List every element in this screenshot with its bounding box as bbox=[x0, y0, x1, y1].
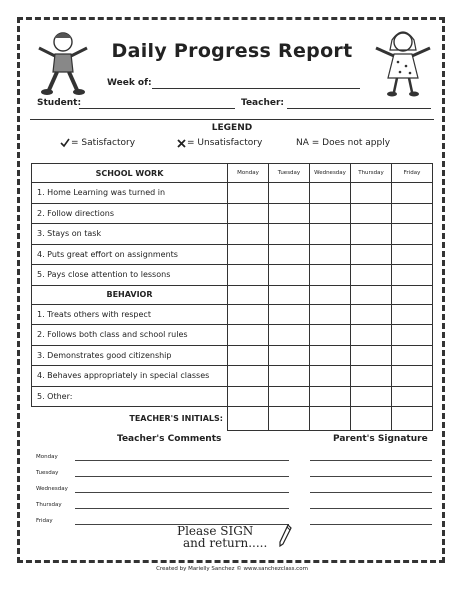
behavior-item: 3. Demonstrates good citizenship bbox=[32, 345, 228, 366]
grade-cell[interactable] bbox=[392, 366, 433, 387]
student-line[interactable] bbox=[79, 108, 235, 109]
grade-cell bbox=[392, 285, 433, 304]
grade-cell[interactable] bbox=[310, 265, 351, 286]
grade-cell[interactable] bbox=[310, 203, 351, 224]
legend-na: NA = Does not apply bbox=[296, 138, 391, 148]
school-work-item: 3. Stays on task bbox=[32, 224, 228, 245]
grade-cell[interactable] bbox=[269, 366, 310, 387]
grade-cell[interactable] bbox=[351, 265, 392, 286]
pencil-icon bbox=[278, 524, 292, 548]
grade-cell[interactable] bbox=[392, 203, 433, 224]
day-header-wednesday: Wednesday bbox=[310, 164, 351, 183]
parents-signature-heading: Parent's Signature bbox=[333, 434, 428, 444]
grade-cell[interactable] bbox=[310, 366, 351, 387]
grade-cell[interactable] bbox=[310, 224, 351, 245]
behavior-item: 2. Follows both class and school rules bbox=[32, 325, 228, 346]
grade-cell[interactable] bbox=[310, 325, 351, 346]
grade-cell[interactable] bbox=[392, 183, 433, 204]
student-label: Student: bbox=[37, 98, 82, 108]
grade-cell[interactable] bbox=[392, 304, 433, 325]
table-row bbox=[32, 386, 433, 407]
signature-line[interactable] bbox=[310, 460, 432, 461]
table-row bbox=[32, 183, 433, 204]
grade-cell[interactable] bbox=[351, 345, 392, 366]
grade-cell[interactable] bbox=[228, 386, 269, 407]
grade-cell[interactable] bbox=[392, 265, 433, 286]
grade-cell[interactable] bbox=[351, 244, 392, 265]
comment-day-tuesday: Tuesday bbox=[36, 470, 59, 476]
grade-cell bbox=[310, 285, 351, 304]
table-row bbox=[32, 265, 433, 286]
initials-cell[interactable] bbox=[228, 407, 269, 431]
boy-clipart bbox=[33, 28, 95, 98]
comment-line[interactable] bbox=[75, 508, 289, 509]
week-of-label: Week of: bbox=[107, 78, 152, 88]
grade-cell[interactable] bbox=[351, 224, 392, 245]
comment-day-wednesday: Wednesday bbox=[36, 486, 68, 492]
grade-cell[interactable] bbox=[269, 244, 310, 265]
school-work-header-row bbox=[32, 164, 433, 183]
day-header-friday: Friday bbox=[392, 164, 433, 183]
signature-line[interactable] bbox=[310, 492, 432, 493]
grade-cell bbox=[351, 285, 392, 304]
initials-cell[interactable] bbox=[392, 407, 433, 431]
grade-cell[interactable] bbox=[228, 366, 269, 387]
grade-cell[interactable] bbox=[228, 244, 269, 265]
table-row bbox=[32, 345, 433, 366]
grade-cell[interactable] bbox=[269, 265, 310, 286]
week-of-line[interactable] bbox=[152, 88, 360, 89]
comment-line[interactable] bbox=[75, 492, 289, 493]
school-work-item: 2. Follow directions bbox=[32, 203, 228, 224]
grade-cell[interactable] bbox=[351, 386, 392, 407]
please-sign-line1: Please SIGN bbox=[177, 524, 254, 538]
school-work-header: SCHOOL WORK bbox=[32, 164, 228, 183]
comment-day-thursday: Thursday bbox=[36, 502, 62, 508]
grade-cell[interactable] bbox=[351, 366, 392, 387]
grade-cell[interactable] bbox=[228, 325, 269, 346]
grade-cell[interactable] bbox=[392, 386, 433, 407]
grade-cell[interactable] bbox=[310, 304, 351, 325]
x-mark-icon bbox=[177, 139, 186, 148]
grade-cell[interactable] bbox=[392, 345, 433, 366]
grade-cell[interactable] bbox=[228, 183, 269, 204]
grade-cell bbox=[228, 285, 269, 304]
grade-cell[interactable] bbox=[269, 325, 310, 346]
school-work-item: 5. Pays close attention to lessons bbox=[32, 265, 228, 286]
grade-cell[interactable] bbox=[269, 203, 310, 224]
grade-cell[interactable] bbox=[310, 183, 351, 204]
table-row bbox=[32, 325, 433, 346]
teacher-line[interactable] bbox=[287, 108, 431, 109]
grade-cell[interactable] bbox=[351, 304, 392, 325]
signature-line[interactable] bbox=[310, 476, 432, 477]
please-sign-note bbox=[177, 525, 267, 549]
grade-cell[interactable] bbox=[310, 345, 351, 366]
grade-cell[interactable] bbox=[228, 345, 269, 366]
grade-cell[interactable] bbox=[392, 244, 433, 265]
initials-cell[interactable] bbox=[269, 407, 310, 431]
grade-cell[interactable] bbox=[392, 224, 433, 245]
behavior-item: 1. Treats others with respect bbox=[32, 304, 228, 325]
grade-cell[interactable] bbox=[351, 325, 392, 346]
behavior-header-row bbox=[32, 285, 433, 304]
grade-cell[interactable] bbox=[228, 224, 269, 245]
legend-satisfactory: = Satisfactory bbox=[71, 138, 136, 148]
page-title: Daily Progress Report bbox=[111, 40, 353, 62]
comment-day-friday: Friday bbox=[36, 518, 53, 524]
school-work-item: 4. Puts great effort on assignments bbox=[32, 244, 228, 265]
grade-cell[interactable] bbox=[310, 244, 351, 265]
girl-clipart bbox=[370, 26, 436, 98]
legend-title: LEGEND bbox=[211, 123, 253, 133]
grade-cell[interactable] bbox=[392, 325, 433, 346]
initials-cell[interactable] bbox=[351, 407, 392, 431]
signature-line[interactable] bbox=[310, 524, 432, 525]
grade-cell[interactable] bbox=[228, 304, 269, 325]
legend-rule bbox=[30, 119, 434, 120]
grade-cell[interactable] bbox=[269, 386, 310, 407]
grade-cell[interactable] bbox=[310, 386, 351, 407]
day-header-tuesday: Tuesday bbox=[269, 164, 310, 183]
progress-table bbox=[31, 163, 433, 431]
signature-line[interactable] bbox=[310, 508, 432, 509]
table-row bbox=[32, 366, 433, 387]
grade-cell[interactable] bbox=[269, 183, 310, 204]
table-row bbox=[32, 224, 433, 245]
grade-cell[interactable] bbox=[269, 224, 310, 245]
behavior-item: 5. Other: bbox=[32, 386, 228, 407]
grade-cell[interactable] bbox=[228, 265, 269, 286]
grade-cell bbox=[269, 285, 310, 304]
behavior-item: 4. Behaves appropriately in special classes bbox=[32, 366, 228, 387]
please-sign-line2: and return..... bbox=[183, 536, 268, 550]
teachers-initials-label: TEACHER'S INITIALS: bbox=[32, 407, 228, 431]
comment-line[interactable] bbox=[75, 476, 289, 477]
grade-cell[interactable] bbox=[269, 304, 310, 325]
check-icon bbox=[60, 138, 70, 148]
initials-cell[interactable] bbox=[310, 407, 351, 431]
school-work-item: 1. Home Learning was turned in bbox=[32, 183, 228, 204]
footer-credit: Created by Marielly Sanchez © www.sanchezclass.com bbox=[156, 566, 308, 572]
comment-day-monday: Monday bbox=[36, 454, 58, 460]
grade-cell[interactable] bbox=[269, 345, 310, 366]
grade-cell[interactable] bbox=[351, 203, 392, 224]
day-header-thursday: Thursday bbox=[351, 164, 392, 183]
table-row bbox=[32, 244, 433, 265]
grade-cell[interactable] bbox=[228, 203, 269, 224]
behavior-header: BEHAVIOR bbox=[32, 285, 228, 304]
legend-unsatisfactory: = Unsatisfactory bbox=[187, 138, 263, 148]
table-row bbox=[32, 304, 433, 325]
grade-cell[interactable] bbox=[351, 183, 392, 204]
teachers-comments-heading: Teacher's Comments bbox=[117, 434, 222, 444]
teacher-label: Teacher: bbox=[241, 98, 285, 108]
comment-line[interactable] bbox=[75, 460, 289, 461]
initials-row bbox=[32, 407, 433, 431]
day-header-monday: Monday bbox=[228, 164, 269, 183]
table-row bbox=[32, 203, 433, 224]
